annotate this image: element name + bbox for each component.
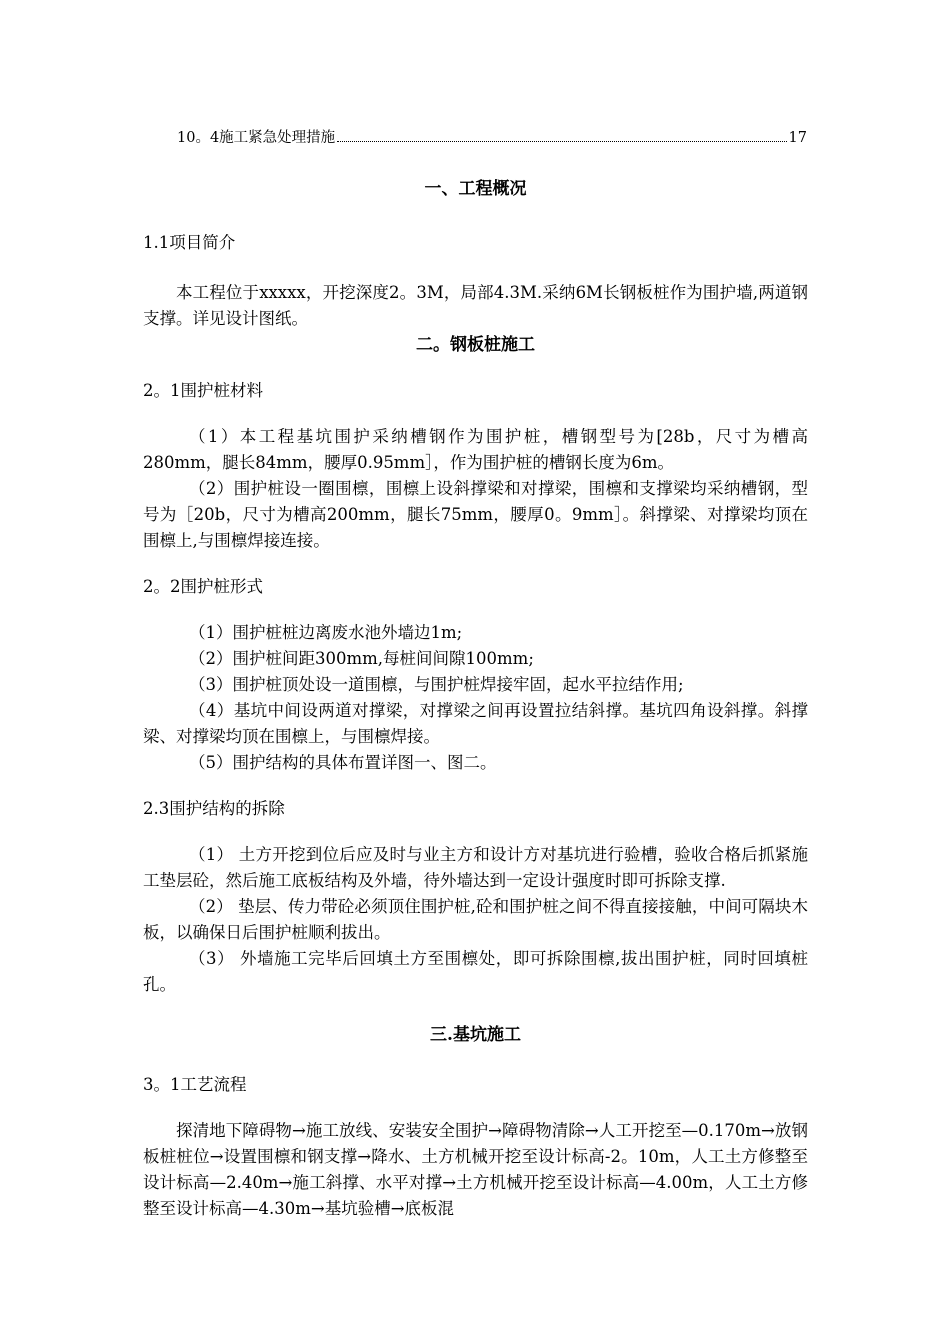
toc-page-number: 17 — [788, 130, 807, 146]
list-item: （1）围护桩桩边离废水池外墙边1m; — [189, 623, 463, 642]
toc-entry-label: 10。4施工紧急处理措施 — [177, 130, 336, 146]
section-2-title: 二。钢板桩施工 — [416, 335, 535, 355]
list-item: （4）基坑中间设两道对撑梁，对撑梁之间再设置拉结斜撑。基坑四角设斜撑。斜撑梁、对撑梁均顶在围檩上，与围檩焊接。 — [143, 701, 808, 746]
list-item: （3） 外墙施工完毕后回填土方至围檩处，即可拆除围檩,拔出围护桩，同时回填桩孔。 — [143, 949, 808, 994]
paragraph: 本工程位于xxxxx，开挖深度2。3M，局部4.3M.采纳6M长钢板桩作为围护墙,两道钢支撑。详见设计图纸。 — [143, 283, 808, 328]
list-item: （5）围护结构的具体布置详图一、图二。 — [189, 753, 497, 772]
toc-entry[interactable] — [177, 126, 807, 147]
subsection-3-1-title: 3。1工艺流程 — [143, 1075, 247, 1094]
subsection-1-1-title: 1.1项目简介 — [143, 233, 236, 252]
list-item: （3）围护桩顶处设一道围檩，与围护桩焊接牢固，起水平拉结作用; — [189, 675, 684, 694]
list-item: （1） 土方开挖到位后应及时与业主方和设计方对基坑进行验槽，验收合格后抓紧施工垫层砼，然后施工底板结构及外墙，待外墙达到一定设计强度时即可拆除支撑. — [143, 845, 808, 890]
subsection-2-2-title: 2。2围护桩形式 — [143, 577, 263, 596]
section-1-title: 一、工程概况 — [424, 179, 527, 199]
toc-leader-dots — [337, 140, 786, 142]
list-item: （2）围护桩间距300mm,每桩间间隙100mm; — [189, 649, 534, 668]
paragraph: （2）围护桩设一圈围檩，围檩上设斜撑梁和对撑梁，围檩和支撑梁均采纳槽钢，型号为［20b，尺寸为槽高200mm，腿长75mm，腰厚0。9mm］。斜撑梁、对撑梁均顶在围檩上,与围檩焊接连接。 — [143, 479, 808, 550]
section-3-title: 三.基坑施工 — [430, 1025, 521, 1045]
paragraph: 探清地下障碍物→施工放线、安装安全围护→障碍物清除→人工开挖至—0.170m→放钢板桩桩位→设置围檩和钢支撑→降水、土方机械开挖至设计标高-2。10m，人工土方修整至设计标高—2.40m→施工斜撑、水平对撑→土方机械开挖至设计标高—4.00m，人工土方修整至设计标高—4.30m→基坑验槽→底板混 — [143, 1121, 808, 1218]
subsection-2-1-title: 2。1围护桩材料 — [143, 381, 263, 400]
list-item: （2） 垫层、传力带砼必须顶住围护桩,砼和围护桩之间不得直接接触，中间可隔块木板，以确保日后围护桩顺利拔出。 — [143, 897, 808, 942]
paragraph: （1）本工程基坑围护采纳槽钢作为围护桩，槽钢型号为[28b，尺寸为槽高280mm，腿长84mm，腰厚0.95mm］，作为围护桩的槽钢长度为6m。 — [143, 427, 808, 472]
subsection-2-3-title: 2.3围护结构的拆除 — [143, 799, 285, 818]
document-body — [143, 176, 808, 1222]
